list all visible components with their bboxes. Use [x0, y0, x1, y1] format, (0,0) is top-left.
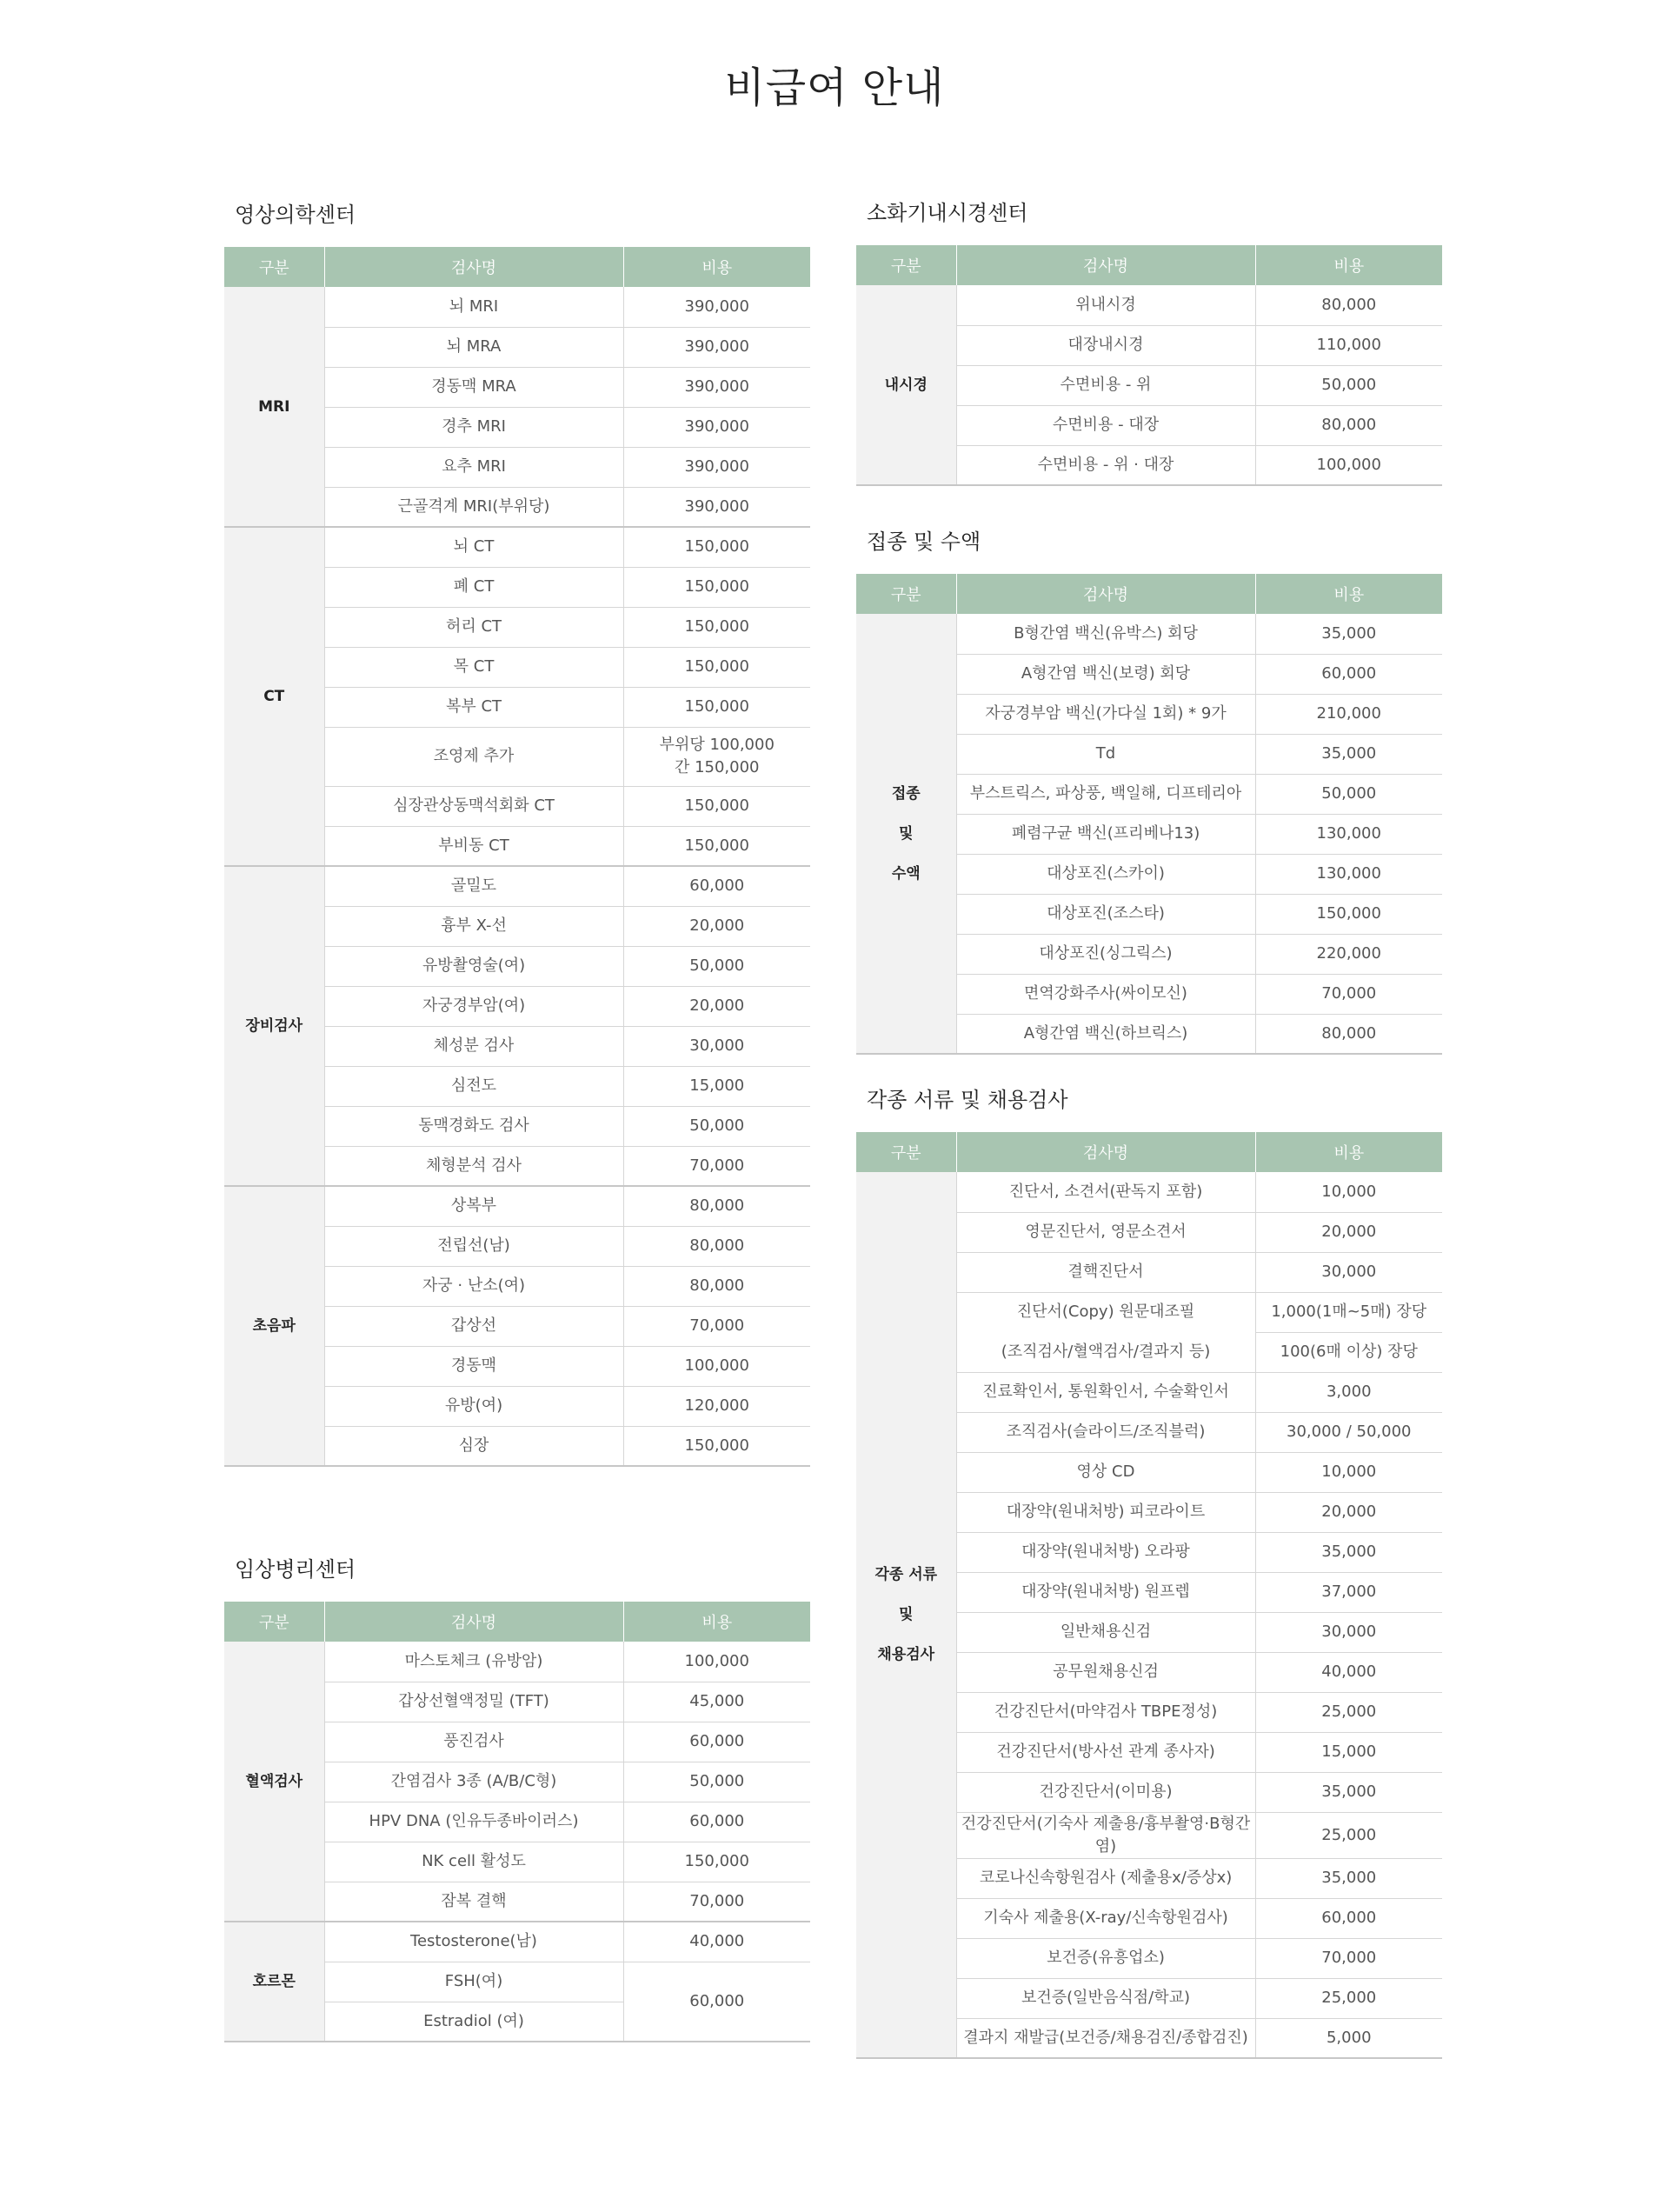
- test-name-cell: (조직검사/혈액검사/결과지 등): [956, 1332, 1255, 1372]
- cost-cell: 20,000: [623, 906, 810, 946]
- test-name-cell: 진료확인서, 통원확인서, 수술확인서: [956, 1372, 1255, 1412]
- test-name-cell: 진단서(Copy) 원문대조필: [956, 1292, 1255, 1332]
- test-name-cell: 마스토체크 (유방암): [324, 1642, 623, 1682]
- test-name-cell: 보건증(유흥업소): [956, 1938, 1255, 1978]
- category-cell: [856, 1172, 956, 2058]
- test-name-cell: 심장관상동맥석회화 CT: [324, 786, 623, 826]
- test-name-cell: 영상 CD: [956, 1452, 1255, 1492]
- test-name-cell: 유방(여): [324, 1386, 623, 1426]
- test-name-cell: 조영제 추가: [324, 727, 623, 786]
- test-name-cell: 결핵진단서: [956, 1252, 1255, 1292]
- cost-cell: 390,000: [623, 487, 810, 527]
- category-line: 채용검사: [877, 1646, 935, 1663]
- cost-cell: 20,000: [1255, 1212, 1442, 1252]
- header-test-name: 검사명: [956, 245, 1255, 285]
- test-name-cell: 체형분석 검사: [324, 1146, 623, 1186]
- test-name-cell: Testosterone(남): [324, 1922, 623, 1962]
- test-name-cell: 경동맥 MRA: [324, 367, 623, 407]
- cost-cell: 70,000: [623, 1882, 810, 1922]
- cost-cell: 70,000: [623, 1306, 810, 1346]
- cost-cell: [623, 727, 810, 786]
- cost-cell: 37,000: [1255, 1572, 1442, 1612]
- cost-cell: 50,000: [623, 946, 810, 986]
- cost-cell: 25,000: [1255, 1812, 1442, 1858]
- cost-cell: 100,000: [623, 1642, 810, 1682]
- test-name-cell: A형간염 백신(보령) 회당: [956, 654, 1255, 694]
- test-name-cell: 건강진단서(이미용): [956, 1772, 1255, 1812]
- cost-cell: 390,000: [623, 447, 810, 487]
- test-name-cell: 갑상선혈액정밀 (TFT): [324, 1682, 623, 1722]
- cost-line: 부위당 100,000: [659, 736, 775, 754]
- table-row: [856, 614, 1442, 654]
- test-name-cell: 코로나신속항원검사 (제출용x/증상x): [956, 1858, 1255, 1898]
- test-name-cell: 영문진단서, 영문소견서: [956, 1212, 1255, 1252]
- cost-cell: 150,000: [623, 567, 810, 607]
- test-name-cell: 건강진단서(기숙사 제출용/흉부촬영·B형간염): [956, 1812, 1255, 1858]
- cost-cell: 150,000: [623, 647, 810, 687]
- cost-cell: 5,000: [1255, 2018, 1442, 2058]
- cost-cell: 15,000: [623, 1066, 810, 1106]
- test-name-cell: 자궁경부암(여): [324, 986, 623, 1026]
- cost-cell: 390,000: [623, 407, 810, 447]
- cost-cell: 25,000: [1255, 1692, 1442, 1732]
- cost-cell: 220,000: [1255, 934, 1442, 974]
- cost-cell: 390,000: [623, 367, 810, 407]
- test-name-cell: HPV DNA (인유두종바이러스): [324, 1802, 623, 1842]
- header-category: 구분: [856, 1132, 956, 1172]
- header-category: 구분: [856, 574, 956, 614]
- page-title: 비급여 안내: [724, 63, 945, 112]
- cost-cell: 50,000: [623, 1762, 810, 1802]
- test-name-cell: 대장약(원내처방) 피코라이트: [956, 1492, 1255, 1532]
- header-cost: 비용: [1255, 245, 1442, 285]
- cost-cell: 3,000: [1255, 1372, 1442, 1412]
- category-line: 및: [899, 824, 914, 843]
- cost-cell: 35,000: [1255, 734, 1442, 774]
- vaccine-fee-table: [856, 574, 1442, 1055]
- cost-cell: 150,000: [623, 527, 810, 567]
- cost-cell: 390,000: [623, 287, 810, 327]
- test-name-cell: 보건증(일반음식점/학교): [956, 1978, 1255, 2018]
- imaging-fee-table: [224, 247, 810, 1467]
- header-test-name: 검사명: [956, 1132, 1255, 1172]
- cost-line: 간 150,000: [674, 758, 760, 776]
- test-name-cell: A형간염 백신(하브릭스): [956, 1014, 1255, 1054]
- section-title: 각종 서류 및 채용검사: [867, 1088, 1068, 1112]
- cost-cell: 390,000: [623, 327, 810, 367]
- cost-cell: 1,000(1매~5매) 장당: [1255, 1292, 1442, 1332]
- category-line: 및: [899, 1606, 914, 1623]
- cost-cell: 15,000: [1255, 1732, 1442, 1772]
- table-row: [856, 285, 1442, 325]
- documents-section: [856, 1083, 1442, 2059]
- test-name-cell: 골밀도: [324, 866, 623, 906]
- test-name-cell: 공무원채용신검: [956, 1652, 1255, 1692]
- test-name-cell: 동맥경화도 검사: [324, 1106, 623, 1146]
- cost-cell: 45,000: [623, 1682, 810, 1722]
- header-test-name: 검사명: [324, 247, 623, 287]
- documents-fee-table: [856, 1132, 1442, 2059]
- section-title: 소화기내시경센터: [867, 201, 1028, 225]
- test-name-cell: 진단서, 소견서(판독지 포함): [956, 1172, 1255, 1212]
- cost-cell: 150,000: [623, 786, 810, 826]
- cost-cell: 35,000: [1255, 614, 1442, 654]
- test-name-cell: 폐렴구균 백신(프리베나13): [956, 814, 1255, 854]
- category-cell: 혈액검사: [224, 1642, 324, 1922]
- header-cost: 비용: [1255, 1132, 1442, 1172]
- test-name-cell: 목 CT: [324, 647, 623, 687]
- test-name-cell: 건강진단서(마약검사 TBPE정성): [956, 1692, 1255, 1732]
- cost-cell: 10,000: [1255, 1452, 1442, 1492]
- endoscopy-center-section: [856, 197, 1442, 486]
- vaccine-section: [856, 525, 1442, 1055]
- header-category: 구분: [224, 247, 324, 287]
- table-row: [856, 1172, 1442, 1212]
- test-name-cell: 뇌 CT: [324, 527, 623, 567]
- cost-cell: 80,000: [623, 1186, 810, 1226]
- table-row: [224, 287, 810, 327]
- cost-cell: 70,000: [623, 1146, 810, 1186]
- header-cost: 비용: [623, 247, 810, 287]
- cost-cell: 60,000: [623, 1722, 810, 1762]
- test-name-cell: 흉부 X-선: [324, 906, 623, 946]
- category-cell: 호르몬: [224, 1922, 324, 2042]
- test-name-cell: 기숙사 제출용(X-ray/신속항원검사): [956, 1898, 1255, 1938]
- category-cell: 초음파: [224, 1186, 324, 1466]
- cost-cell: 60,000: [623, 1962, 810, 2042]
- test-name-cell: 부비동 CT: [324, 826, 623, 866]
- cost-cell: 100(6매 이상) 장당: [1255, 1332, 1442, 1372]
- cost-cell: 60,000: [1255, 654, 1442, 694]
- test-name-cell: 복부 CT: [324, 687, 623, 727]
- test-name-cell: 잠복 결핵: [324, 1882, 623, 1922]
- test-name-cell: 위내시경: [956, 285, 1255, 325]
- category-line: 수액: [891, 864, 921, 883]
- test-name-cell: Estradiol (여): [324, 2002, 623, 2042]
- table-header-row: [224, 1602, 810, 1642]
- cost-cell: 100,000: [1255, 445, 1442, 485]
- test-name-cell: 조직검사(슬라이드/조직블럭): [956, 1412, 1255, 1452]
- test-name-cell: 대장약(원내처방) 원프렙: [956, 1572, 1255, 1612]
- test-name-cell: NK cell 활성도: [324, 1842, 623, 1882]
- cost-cell: 120,000: [623, 1386, 810, 1426]
- category-line: 각종 서류: [874, 1566, 938, 1583]
- test-name-cell: 수면비용 - 대장: [956, 405, 1255, 445]
- test-name-cell: B형간염 백신(유박스) 회당: [956, 614, 1255, 654]
- cost-cell: 50,000: [1255, 365, 1442, 405]
- cost-cell: 40,000: [623, 1922, 810, 1962]
- cost-cell: 30,000: [1255, 1612, 1442, 1652]
- cost-cell: 20,000: [623, 986, 810, 1026]
- test-name-cell: 풍진검사: [324, 1722, 623, 1762]
- test-name-cell: 간염검사 3종 (A/B/C형): [324, 1762, 623, 1802]
- test-name-cell: 심전도: [324, 1066, 623, 1106]
- table-row: [224, 1922, 810, 1962]
- header-cost: 비용: [623, 1602, 810, 1642]
- cost-cell: 70,000: [1255, 974, 1442, 1014]
- header-category: 구분: [224, 1602, 324, 1642]
- test-name-cell: 면역강화주사(싸이모신): [956, 974, 1255, 1014]
- cost-cell: 150,000: [623, 687, 810, 727]
- cost-cell: 35,000: [1255, 1858, 1442, 1898]
- cost-cell: 150,000: [623, 607, 810, 647]
- table-header-row: [856, 1132, 1442, 1172]
- cost-cell: 150,000: [623, 826, 810, 866]
- table-row: [224, 866, 810, 906]
- pathology-center-section: [224, 1553, 810, 2042]
- cost-cell: 130,000: [1255, 814, 1442, 854]
- test-name-cell: 일반채용신검: [956, 1612, 1255, 1652]
- cost-cell: 80,000: [1255, 285, 1442, 325]
- test-name-cell: 요추 MRI: [324, 447, 623, 487]
- cost-cell: 60,000: [623, 1802, 810, 1842]
- test-name-cell: 결과지 재발급(보건증/채용검진/종합검진): [956, 2018, 1255, 2058]
- test-name-cell: 근골격계 MRI(부위당): [324, 487, 623, 527]
- pathology-fee-table: [224, 1602, 810, 2042]
- cost-cell: 150,000: [1255, 894, 1442, 934]
- category-cell: CT: [224, 527, 324, 866]
- cost-cell: 100,000: [623, 1346, 810, 1386]
- test-name-cell: 경동맥: [324, 1346, 623, 1386]
- test-name-cell: 대상포진(싱그릭스): [956, 934, 1255, 974]
- cost-cell: 80,000: [623, 1226, 810, 1266]
- cost-cell: 25,000: [1255, 1978, 1442, 2018]
- test-name-cell: 뇌 MRI: [324, 287, 623, 327]
- cost-cell: 150,000: [623, 1426, 810, 1466]
- test-name-cell: 체성분 검사: [324, 1026, 623, 1066]
- table-row: [224, 1642, 810, 1682]
- table-header-row: [856, 245, 1442, 285]
- cost-cell: 110,000: [1255, 325, 1442, 365]
- test-name-cell: 유방촬영술(여): [324, 946, 623, 986]
- cost-cell: 130,000: [1255, 854, 1442, 894]
- table-header-row: [856, 574, 1442, 614]
- test-name-cell: 자궁경부암 백신(가다실 1회) * 9가: [956, 694, 1255, 734]
- header-test-name: 검사명: [324, 1602, 623, 1642]
- cost-cell: 30,000: [623, 1026, 810, 1066]
- cost-cell: 210,000: [1255, 694, 1442, 734]
- header-cost: 비용: [1255, 574, 1442, 614]
- table-row: [224, 527, 810, 567]
- cost-cell: 80,000: [1255, 1014, 1442, 1054]
- section-title: 접종 및 수액: [867, 530, 981, 554]
- cost-cell: 30,000: [1255, 1252, 1442, 1292]
- category-cell: 장비검사: [224, 866, 324, 1186]
- cost-cell: 10,000: [1255, 1172, 1442, 1212]
- test-name-cell: 자궁 · 난소(여): [324, 1266, 623, 1306]
- header-category: 구분: [856, 245, 956, 285]
- test-name-cell: Td: [956, 734, 1255, 774]
- table-row: [224, 1186, 810, 1226]
- test-name-cell: 경추 MRI: [324, 407, 623, 447]
- test-name-cell: 뇌 MRA: [324, 327, 623, 367]
- test-name-cell: 대상포진(조스타): [956, 894, 1255, 934]
- section-title: 영상의학센터: [235, 203, 356, 227]
- test-name-cell: 대장내시경: [956, 325, 1255, 365]
- cost-cell: 20,000: [1255, 1492, 1442, 1532]
- cost-cell: 60,000: [623, 866, 810, 906]
- test-name-cell: 부스트릭스, 파상풍, 백일해, 디프테리아: [956, 774, 1255, 814]
- cost-cell: 150,000: [623, 1842, 810, 1882]
- test-name-cell: FSH(여): [324, 1962, 623, 2002]
- cost-cell: 35,000: [1255, 1772, 1442, 1812]
- header-test-name: 검사명: [956, 574, 1255, 614]
- cost-cell: 60,000: [1255, 1898, 1442, 1938]
- imaging-center-section: [224, 198, 810, 1467]
- category-cell: 내시경: [856, 285, 956, 485]
- cost-cell: 50,000: [623, 1106, 810, 1146]
- cost-cell: 30,000 / 50,000: [1255, 1412, 1442, 1452]
- test-name-cell: 폐 CT: [324, 567, 623, 607]
- test-name-cell: 수면비용 - 위: [956, 365, 1255, 405]
- cost-cell: 80,000: [1255, 405, 1442, 445]
- category-cell: MRI: [224, 287, 324, 527]
- category-cell: [856, 614, 956, 1054]
- test-name-cell: 대상포진(스카이): [956, 854, 1255, 894]
- endoscopy-fee-table: [856, 245, 1442, 486]
- table-header-row: [224, 247, 810, 287]
- cost-cell: 80,000: [623, 1266, 810, 1306]
- test-name-cell: 허리 CT: [324, 607, 623, 647]
- test-name-cell: 심장: [324, 1426, 623, 1466]
- section-title: 임상병리센터: [235, 1557, 356, 1582]
- test-name-cell: 대장약(원내처방) 오라팡: [956, 1532, 1255, 1572]
- test-name-cell: 갑상선: [324, 1306, 623, 1346]
- cost-cell: 35,000: [1255, 1532, 1442, 1572]
- cost-cell: 70,000: [1255, 1938, 1442, 1978]
- cost-cell: 40,000: [1255, 1652, 1442, 1692]
- cost-cell: 50,000: [1255, 774, 1442, 814]
- category-line: 접종: [891, 784, 921, 803]
- test-name-cell: 수면비용 - 위 · 대장: [956, 445, 1255, 485]
- test-name-cell: 건강진단서(방사선 관계 종사자): [956, 1732, 1255, 1772]
- test-name-cell: 상복부: [324, 1186, 623, 1226]
- test-name-cell: 전립선(남): [324, 1226, 623, 1266]
